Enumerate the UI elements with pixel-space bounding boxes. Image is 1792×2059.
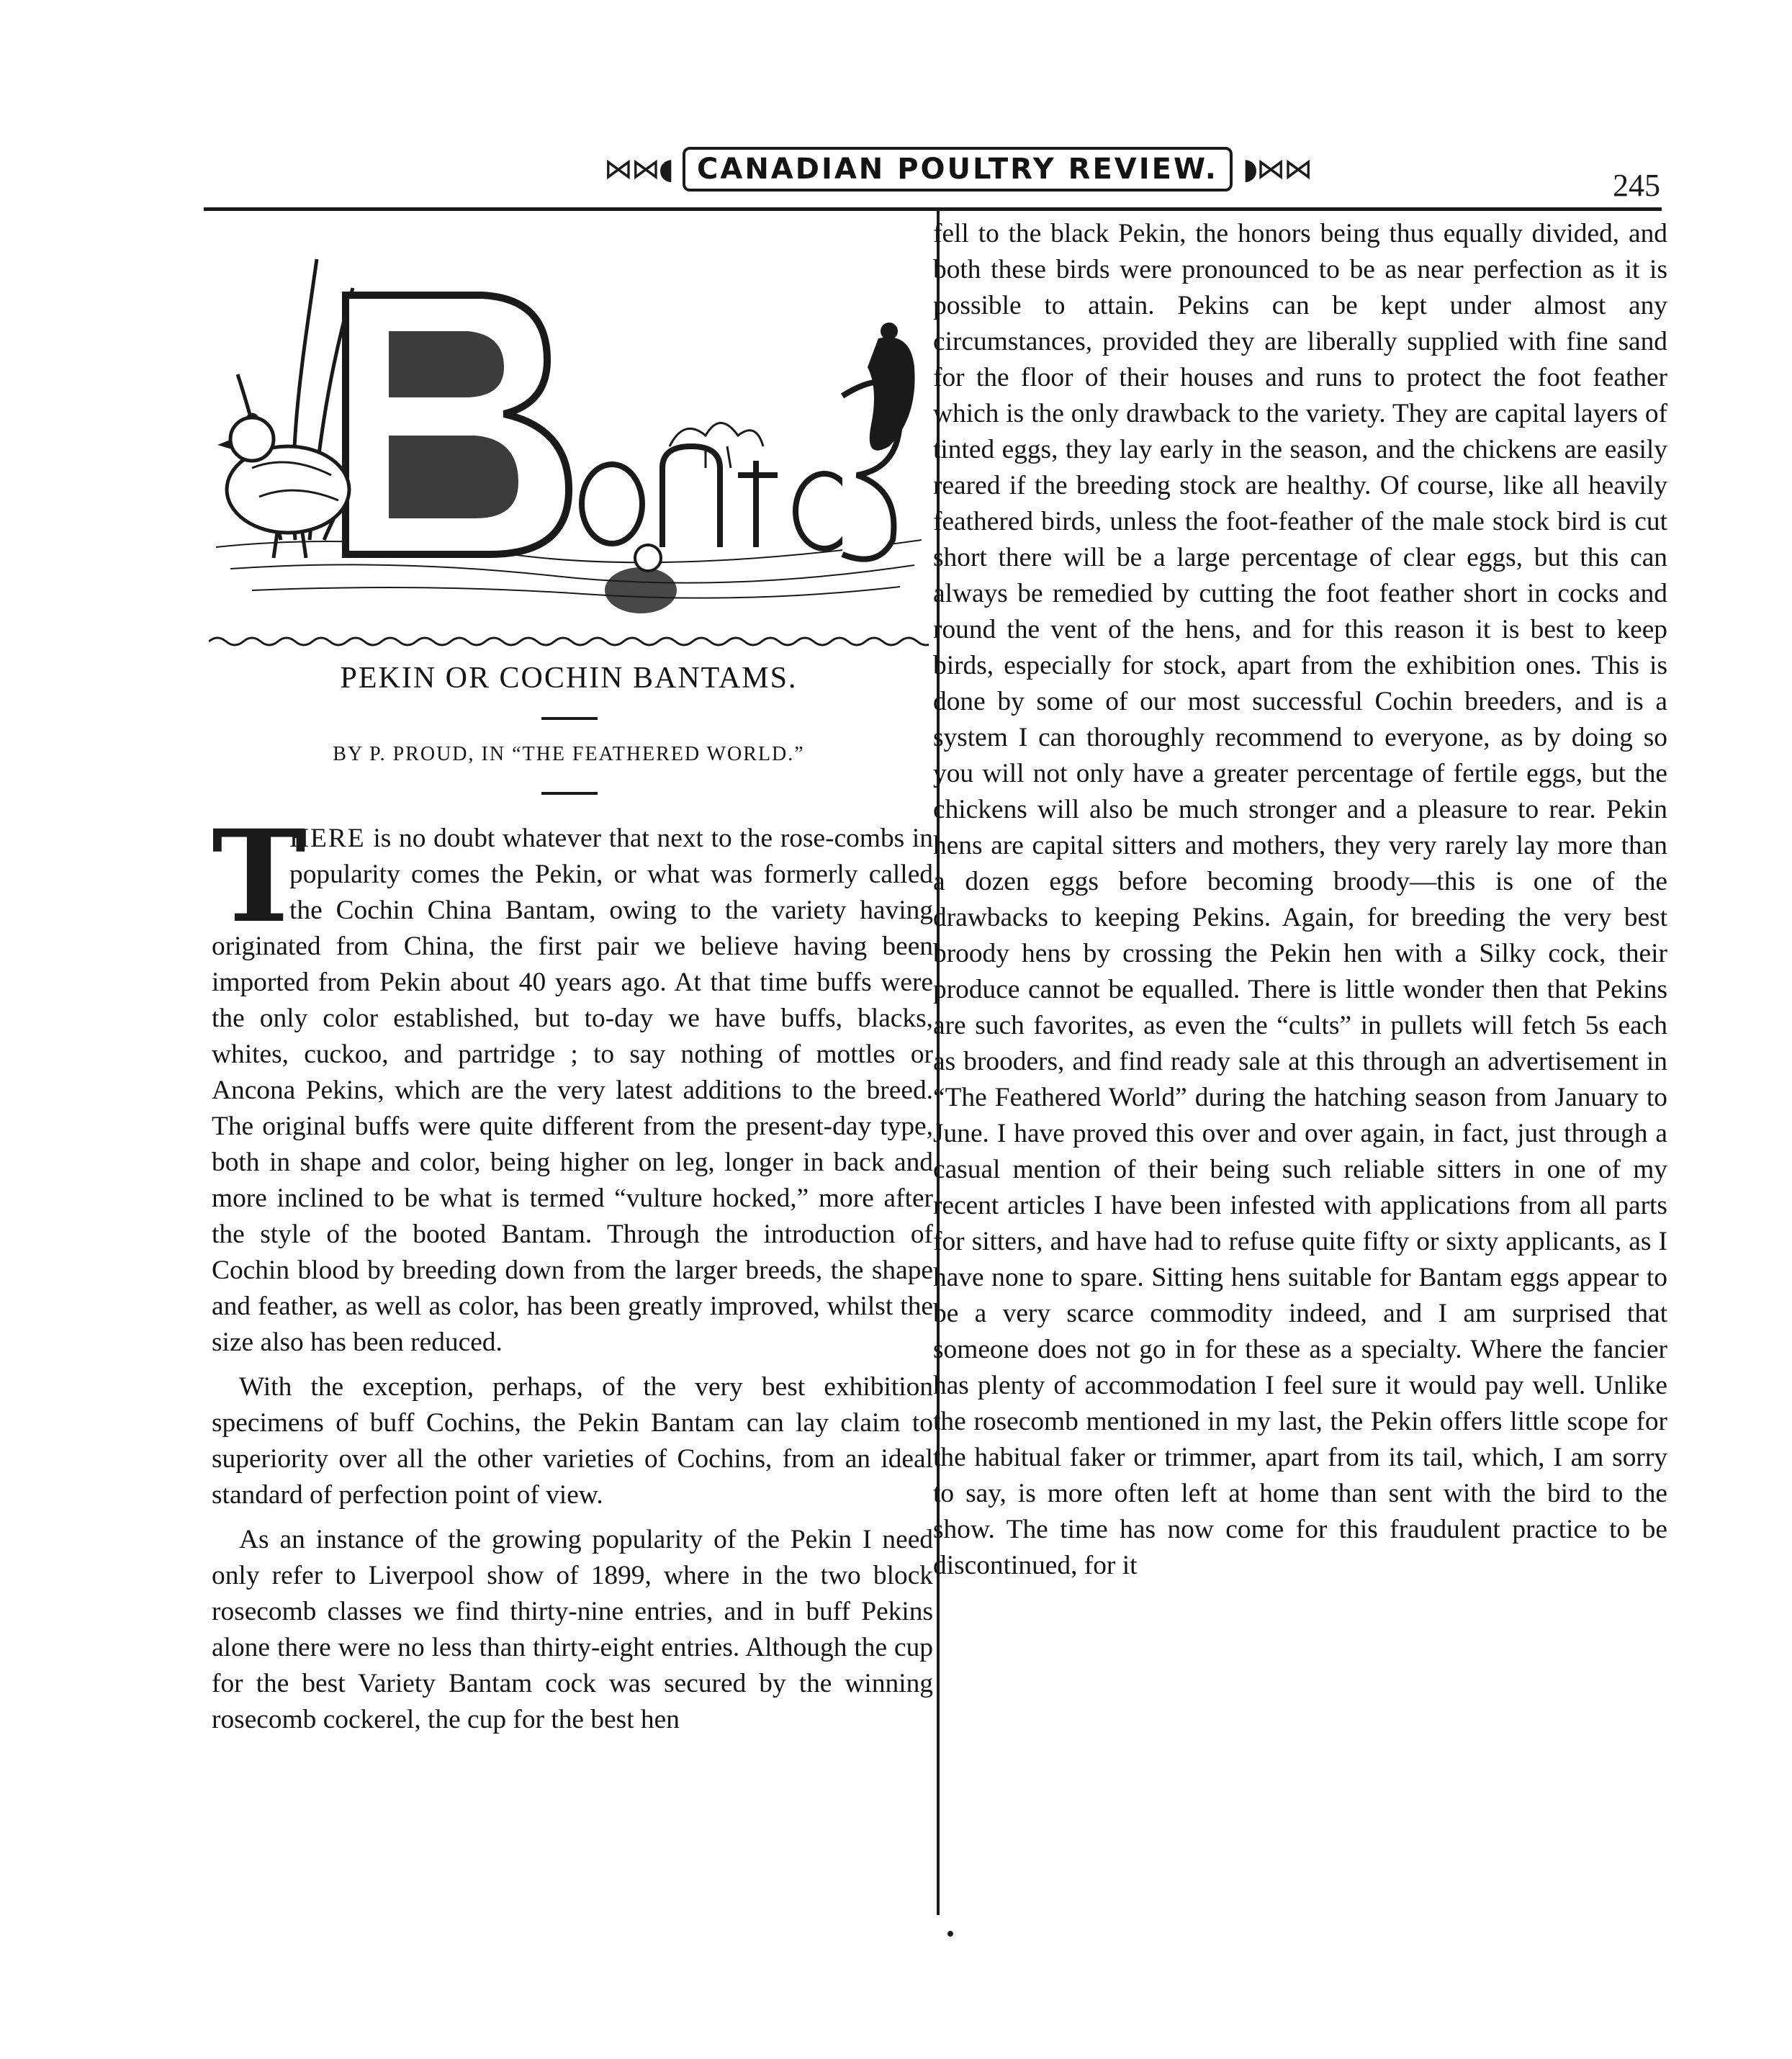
rooster-silhouette: [868, 323, 915, 451]
masthead-title: CANADIAN POULTRY REVIEW.: [683, 147, 1233, 192]
paragraph-2: With the exception, perhaps, of the very best exhibition specimens of buff Cochins, the Pekin Bantam can lay claim to superiority over all the other varieties of Cochins, from an ideal standard of perfection point of view.: [212, 1372, 933, 1510]
byline-rule: [541, 792, 598, 795]
drop-cap-box: [212, 802, 306, 951]
right-column: [933, 216, 1667, 1592]
paragraph-4: fell to the black Pekin, the honors being thus equally divided, and both these birds were pronounced to be as near perfection as it is possible to attain. Pekins can be kept under almost any circumstances, provided they are liberally supplied with fine sand for the floor of their houses and runs to protect the foot feather which is the only drawback to the variety. They are capital layers of tinted eggs, they lay early in the season, and the chickens are easily reared if the breeding stock are healthy. Of course, like all heavily feathered birds, unless the foot-feather of the male stock bird is cut short there will be a large percentage of clear eggs, but this can always be remedied by cutting the foot feather short in cocks and round the vent of the hens, and for this reason it is best to keep birds, especially for stock, apart from the exhibition ones. This is done by some of our most successful Cochin breeders, and is a system I can thoroughly recommend to everyone, as by doing so you will not only have a greater percentage of fertile eggs, but the chickens will also be much stronger and a pleasure to rear. Pekin hens are capital sitters and mothers, they very rarely lay more than a dozen eggs before becoming broody—this is one of the drawbacks to keeping Pekins. Again, for breeding the very best broody hens by crossing the Pekin hen with a Silky cock, their produce cannot be equalled. There is little wonder then that Pekins are such favorites, as even the “cults” in pullets will fetch 5s each as brooders, and find ready sale at this through an advertisement in “The Feathered World” during the hatching season from January to June. I have proved this over and over again, in fact, just through a casual mention of their being such reliable sitters in one of my recent articles I have been infested with applications from all parts for sitters, and have had to refuse quite fifty or sixty applicants, as I have none to spare. Sitting hens suitable for Bantam eggs appear to be a very scarce commodity indeed, and I am surprised that someone does not go in for these as a specialty. Where the fancier has plenty of accommodation I feel sure it would pay well. Unlike the rosecomb mentioned in my last, the Pekin offers little scope for the habitual faker or trimmer, apart from its tail, which, I am sorry to say, is more often left at home than sent with the bird to the show. The time has now come for this fraudulent practice to be discontinued, for it: [933, 219, 1667, 1580]
drop-cap: T: [212, 802, 306, 951]
wavy-separator: [209, 634, 929, 649]
paragraph-1-text: is no doubt whatever that next to the rose-combs in popularity comes the Pekin, or what was formerly called the Cochin China Bantam, owing to the variety having originated from China, the first pair we believe having been imported from Pekin about 40 years ago. At that time buffs were the only color established, but to-day we have buffs, blacks, whites, cuckoo, and partridge ; to say nothing of mottles or Ancona Pekins, which are the very latest additions to the breed. The original buffs were quite different from the present-day type, both in shape and color, being higher on leg, longer in back and more inclined to be what is termed “vulture hocked,” more after the style of the booted Bantam. Through the introduction of Cochin blood by breeding down from the larger breeds, the shape and feather, as well as color, has been greatly improved, whilst the size also has been reduced.: [212, 824, 933, 1357]
masthead-left-ornament: ⋈⋈◖: [603, 153, 672, 186]
article-byline: BY P. PROUD, IN “THE FEATHERED WORLD.”: [333, 743, 805, 765]
masthead-right-ornament: ◗⋈⋈: [1243, 153, 1312, 186]
first-word: HERE: [289, 824, 366, 853]
left-column: [212, 802, 933, 1747]
paragraph-1: [212, 802, 933, 1361]
bantam-hen-drawing: [217, 413, 349, 559]
letter-b-ornament: [346, 295, 569, 554]
masthead: [603, 137, 1312, 202]
title-rule: [541, 717, 598, 720]
paragraph-3: As an instance of the growing popularity of the Pekin I need only refer to Liverpool show of 1899, where in the two block rosecomb classes we find thirty-nine entries, and in buff Pekins alone there were no less than thirty-eight entries. Although the cup for the best Variety Bantam cock was secured by the winning rosecomb cockerel, the cup for the best hen: [212, 1525, 933, 1734]
article-title: PEKIN OR COCHIN BANTAMS.: [340, 662, 798, 695]
lettering-ornament: [582, 382, 900, 559]
header-rule: [204, 207, 1662, 211]
print-speck: [947, 1931, 953, 1937]
page-number: 245: [1613, 168, 1660, 203]
chick-drawing: [605, 545, 677, 613]
bantams-illustration: [209, 230, 925, 619]
